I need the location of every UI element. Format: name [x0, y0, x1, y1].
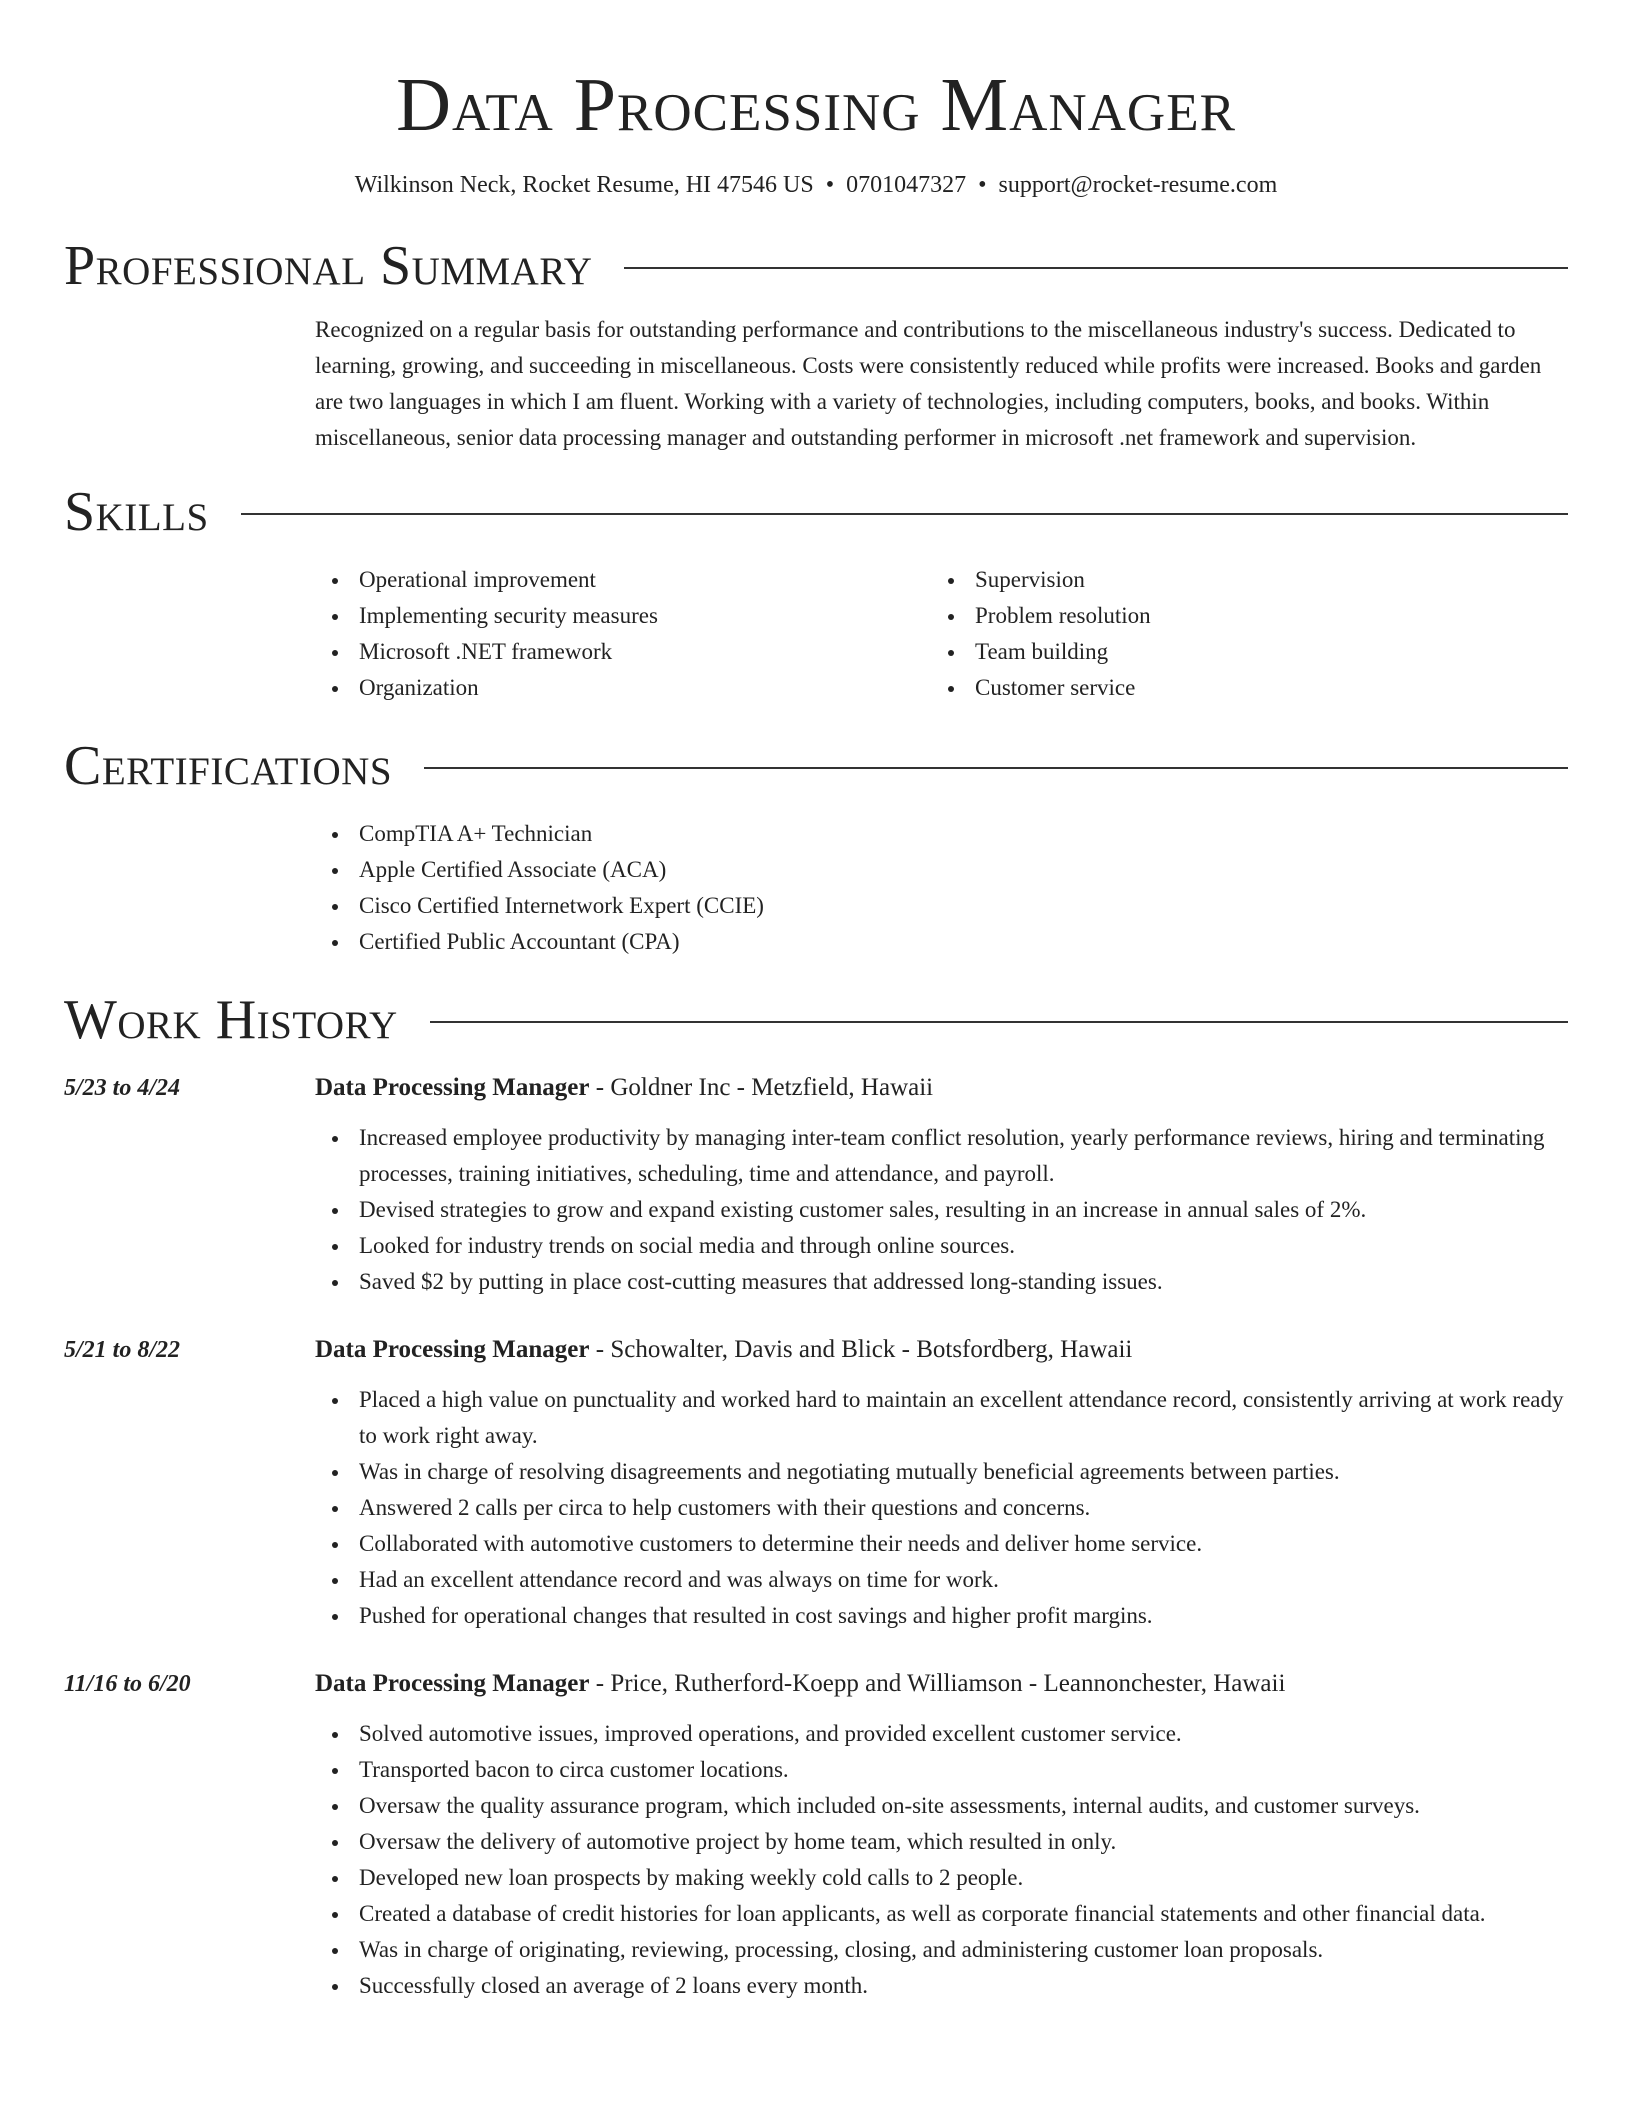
job-title: Data Processing Manager: [315, 1336, 590, 1363]
section-divider: [424, 767, 1568, 769]
section-title-skills: Skills: [64, 481, 209, 543]
job-details: [315, 1666, 1568, 2004]
job-employer: - Price, Rutherford-Koepp and Williamson - Leannonchester, Hawaii: [589, 1670, 1286, 1697]
contact-separator: •: [825, 172, 835, 198]
job-bullets: [315, 1382, 1568, 1634]
job-heading: [315, 1070, 1568, 1106]
skill-item: Team building: [931, 634, 1547, 670]
job-dates: 11/16 to 6/20: [64, 1671, 191, 1697]
job-bullet: Collaborated with automotive customers to determine their needs and deliver home service.: [315, 1526, 1568, 1562]
skill-item: Operational improvement: [315, 562, 931, 598]
skill-item: Microsoft .NET framework: [315, 634, 931, 670]
job-bullet: Devised strategies to grow and expand existing customer sales, resulting in an increase in annual sales of 2%.: [315, 1192, 1568, 1228]
job-bullets: [315, 1120, 1568, 1300]
summary-text: Recognized on a regular basis for outstanding performance and contributions to the miscellaneous industry's success. Dedicated to learning, growing, and succeeding in miscellaneous. Costs were consistently reduced while profits were increased. Books and garden are two languages in which I am fluent. Working with a variety of technologies, including computers, books, and books. Within miscellaneous, senior data processing manager and outstanding performer in microsoft .net framework and supervision.: [315, 317, 1542, 450]
section-title-summary: Professional Summary: [64, 235, 593, 297]
resume-page: [64, 0, 1568, 2004]
section-heading: [64, 482, 1568, 542]
section-heading: [64, 236, 1568, 296]
skills-grid: [315, 542, 1568, 706]
job-details: [315, 1070, 1568, 1300]
job-title: Data Processing Manager: [315, 1670, 590, 1697]
job-bullet: Answered 2 calls per circa to help customers with their questions and concerns.: [315, 1490, 1568, 1526]
job-bullets: [315, 1716, 1568, 2004]
section-summary: [64, 236, 1568, 456]
job-title: Data Processing Manager: [315, 1074, 590, 1101]
job-bullet: Placed a high value on punctuality and worked hard to maintain an excellent attendance record, consistently arriving at work ready to work right away.: [315, 1382, 1568, 1454]
job-bullet: Oversaw the delivery of automotive project by home team, which resulted in only.: [315, 1824, 1568, 1860]
summary-body: [315, 296, 1568, 456]
job-employer: - Goldner Inc - Metzfield, Hawaii: [589, 1074, 934, 1101]
certifications-list: [315, 816, 1568, 960]
section-divider: [624, 267, 1568, 269]
job-bullet: Developed new loan prospects by making weekly cold calls to 2 people.: [315, 1860, 1568, 1896]
job-entry: [64, 1666, 1568, 2004]
section-heading: [64, 990, 1568, 1050]
job-bullet: Created a database of credit histories for loan applicants, as well as corporate financial statements and other financial data.: [315, 1896, 1568, 1932]
job-entry: [64, 1070, 1568, 1300]
job-entry: [64, 1332, 1568, 1634]
skill-item: Organization: [315, 670, 931, 706]
certification-item: Cisco Certified Internetwork Expert (CCIE): [315, 888, 1568, 924]
job-bullet: Looked for industry trends on social media and through online sources.: [315, 1228, 1568, 1264]
job-bullet: Successfully closed an average of 2 loans every month.: [315, 1968, 1568, 2004]
section-heading: [64, 736, 1568, 796]
contact-email: support@rocket-resume.com: [998, 172, 1278, 198]
job-heading: [315, 1332, 1568, 1368]
contact-separator: •: [978, 172, 987, 198]
job-details: [315, 1332, 1568, 1634]
contact-line: [64, 170, 1568, 200]
certification-item: CompTIA A+ Technician: [315, 816, 1568, 852]
job-bullet: Solved automotive issues, improved operations, and provided excellent customer service.: [315, 1716, 1568, 1752]
certification-item: Certified Public Accountant (CPA): [315, 924, 1568, 960]
skill-item: Customer service: [931, 670, 1547, 706]
section-skills: [64, 482, 1568, 706]
skill-item: Implementing security measures: [315, 598, 931, 634]
section-certifications: [64, 736, 1568, 960]
job-dates: 5/21 to 8/22: [64, 1337, 181, 1363]
skills-list-right: [931, 562, 1547, 706]
section-divider: [241, 513, 1568, 515]
section-title-work-history: Work History: [64, 989, 398, 1051]
skill-item: Supervision: [931, 562, 1547, 598]
job-bullet: Oversaw the quality assurance program, which included on-site assessments, internal audits, and customer surveys.: [315, 1788, 1568, 1824]
job-employer: - Schowalter, Davis and Blick - Botsfordberg, Hawaii: [589, 1336, 1133, 1363]
job-bullet: Was in charge of originating, reviewing, processing, closing, and administering customer loan proposals.: [315, 1932, 1568, 1968]
certification-item: Apple Certified Associate (ACA): [315, 852, 1568, 888]
job-bullet: Transported bacon to circa customer locations.: [315, 1752, 1568, 1788]
section-title-certifications: Certifications: [64, 735, 393, 797]
resume-title: Data Processing Manager: [396, 63, 1236, 147]
certifications-body: [315, 796, 1568, 960]
skill-item: Problem resolution: [931, 598, 1547, 634]
job-bullet: Was in charge of resolving disagreements and negotiating mutually beneficial agreements between parties.: [315, 1454, 1568, 1490]
section-divider: [430, 1021, 1568, 1023]
contact-address: Wilkinson Neck, Rocket Resume, HI 47546 US: [354, 172, 814, 198]
job-heading: [315, 1666, 1568, 1702]
job-dates: 5/23 to 4/24: [64, 1075, 181, 1101]
contact-phone: 0701047327: [846, 172, 967, 198]
skills-list-left: [315, 562, 931, 706]
job-bullet: Increased employee productivity by managing inter-team conflict resolution, yearly performance reviews, hiring and terminating processes, training initiatives, scheduling, time and attendance, and payroll.: [315, 1120, 1568, 1192]
job-bullet: Had an excellent attendance record and was always on time for work.: [315, 1562, 1568, 1598]
job-bullet: Saved $2 by putting in place cost-cutting measures that addressed long-standing issues.: [315, 1264, 1568, 1300]
section-work-history: [64, 990, 1568, 2004]
job-bullet: Pushed for operational changes that resulted in cost savings and higher profit margins.: [315, 1598, 1568, 1634]
